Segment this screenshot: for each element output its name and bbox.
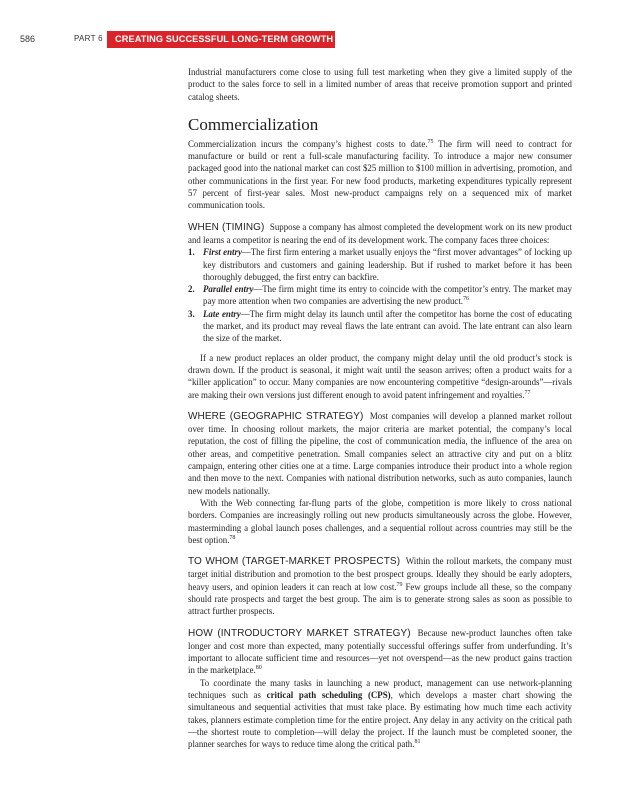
how-paragraph bbox=[188, 627, 572, 677]
text: If a new product replaces an older product, the company might delay until the old product’s stock is drawn down. If the product is seasonal, it might wait until the season arrives; often a product waits for a “killer application” to occur. Many companies are now encountering competitive “design-arounds”—rivals are making their own versions just different enough to avoid patent infringement and royalties. bbox=[188, 352, 572, 400]
footnote-ref: 76 bbox=[463, 296, 470, 303]
text: —The firm might delay its launch until after the competitor has borne the cost of educating the market, and its product may reveal flaws the late entrant can avoid. The late entrant can also learn the size of the market. bbox=[203, 308, 572, 344]
how-section bbox=[188, 627, 572, 751]
intro-paragraph: Industrial manufacturers come close to using full test marketing when they give a limited supply of the product to the sales force to sell in a limited number of areas that receive promotion support and printed catalog sheets. bbox=[188, 67, 572, 102]
page-header bbox=[0, 31, 623, 48]
text: Few groups include all these, so the company should rate prospects and target the best group. The aim is to generate strong sales as soon as possible to attract further prospects. bbox=[188, 581, 573, 617]
text: —The first firm entering a market usually enjoys the “first mover advantages” of locking up key distributors and customers and gaining leadership. But if rushed to market before it has been thoroughly debugged, the first entry can backfire. bbox=[203, 247, 572, 282]
list-number: 2. bbox=[188, 284, 195, 295]
list-number: 1. bbox=[188, 247, 195, 258]
run-in-heading: HOW (INTRODUCTORY MARKET STRATEGY) bbox=[188, 627, 411, 639]
term: First entry bbox=[203, 247, 242, 258]
section-title: Commercialization bbox=[188, 114, 319, 134]
where-followup-paragraph bbox=[188, 497, 572, 546]
where-section bbox=[188, 410, 572, 546]
text: The firm will need to contract for manufacture or build or rent a full-scale manufacturing facility. To introduce a major new consumer packaged good into the national market can cost $25 million to $100 million in advertising, promotion, and other communications in the first year. For new food products, marketing expenditures typically represent 57 percent of first-year sales. Most new-product campaigns rely on a sequenced mix of market communication tools. bbox=[188, 138, 573, 211]
text: —The firm might time its entry to coincide with the competitor’s entry. The market may pay more attention when two companies are advertising the new product. bbox=[203, 284, 572, 307]
footnote-ref: 81 bbox=[414, 739, 421, 746]
when-followup-paragraph bbox=[188, 352, 572, 401]
text: Commercialization incurs the company’s highest costs to date. bbox=[188, 138, 428, 149]
header-band bbox=[107, 31, 335, 48]
when-paragraph bbox=[188, 221, 572, 247]
list-item bbox=[188, 308, 572, 345]
where-paragraph bbox=[188, 410, 572, 497]
text: Most companies will develop a planned market rollout over time. In choosing rollout markets, the major criteria are market potential, the company’s local reputation, the cost of filling the pipeline, the cost of communication media, the influence of the area on other areas, and competitive penetration. Small companies select an attractive city and put on a blitz campaign, entering other cities one at a time. Large companies introduce their product into a whole region and then move to the next. Companies with national distribution networks, such as auto companies, launch new models nationally. bbox=[188, 410, 572, 496]
text: With the Web connecting far-flung parts of the globe, competition is more likely to cross national borders. Companies are increasingly rolling out new products simultaneously across the globe. However, masterminding a global launch poses challenges, and a sequential rollout across countries may still be the best option. bbox=[188, 497, 572, 545]
text: Because new-product launches often take longer and cost more than expected, many potentially successful offerings suffer from underfunding. It’s important to allocate sufficient time and resources—yet not overspend—as the new product gains traction in the marketplace. bbox=[188, 627, 572, 676]
footnote-ref: 77 bbox=[524, 389, 531, 396]
to-whom-paragraph bbox=[188, 555, 572, 617]
run-in-heading: TO WHOM (TARGET-MARKET PROSPECTS) bbox=[188, 556, 401, 568]
term: Late entry bbox=[203, 308, 241, 319]
header-title: CREATING SUCCESSFUL LONG-TERM GROWTH bbox=[115, 34, 334, 44]
list-item bbox=[188, 283, 572, 308]
list-number: 3. bbox=[188, 308, 195, 319]
part-label: PART 6 bbox=[74, 34, 103, 43]
term: Parallel entry bbox=[203, 284, 254, 295]
footnote-ref: 75 bbox=[427, 138, 434, 145]
page-number: 586 bbox=[20, 34, 36, 44]
to-whom-section bbox=[188, 555, 572, 617]
how-followup-paragraph bbox=[188, 677, 572, 751]
list-item bbox=[188, 246, 572, 283]
text: Within the rollout markets, the company must target initial distribution and promotion to the best prospect groups. Ideally they should be early adopters, heavy users, and opinion leaders it can reach at low cost. bbox=[188, 556, 573, 592]
run-in-heading: WHERE (GEOGRAPHIC STRATEGY) bbox=[188, 410, 364, 422]
page-content bbox=[188, 66, 572, 751]
footnote-ref: 80 bbox=[255, 665, 262, 672]
text: To coordinate the many tasks in launching a new product, management can use network-planning techniques such as bbox=[188, 677, 572, 701]
when-section bbox=[188, 221, 572, 401]
run-in-heading: WHEN (TIMING) bbox=[188, 221, 265, 233]
footnote-ref: 78 bbox=[229, 534, 236, 541]
commercialization-paragraph bbox=[188, 138, 572, 212]
text: Suppose a company has almost completed the development work on its new product and learns a competitor is nearing the end of its development work. The company faces three choices: bbox=[188, 221, 572, 245]
footnote-ref: 79 bbox=[396, 581, 403, 588]
text: , which develops a master chart showing the simultaneous and sequential activities that must take place. By estimating how much time each activity takes, planners estimate completion time for the entire project. Any delay in any activity on the critical path—the shortest route to completion—will delay the project. If the launch must be completed sooner, the planner searches for ways to reduce time along the critical path. bbox=[188, 690, 572, 750]
key-term: critical path scheduling (CPS) bbox=[266, 690, 391, 701]
choices-list bbox=[188, 246, 572, 344]
